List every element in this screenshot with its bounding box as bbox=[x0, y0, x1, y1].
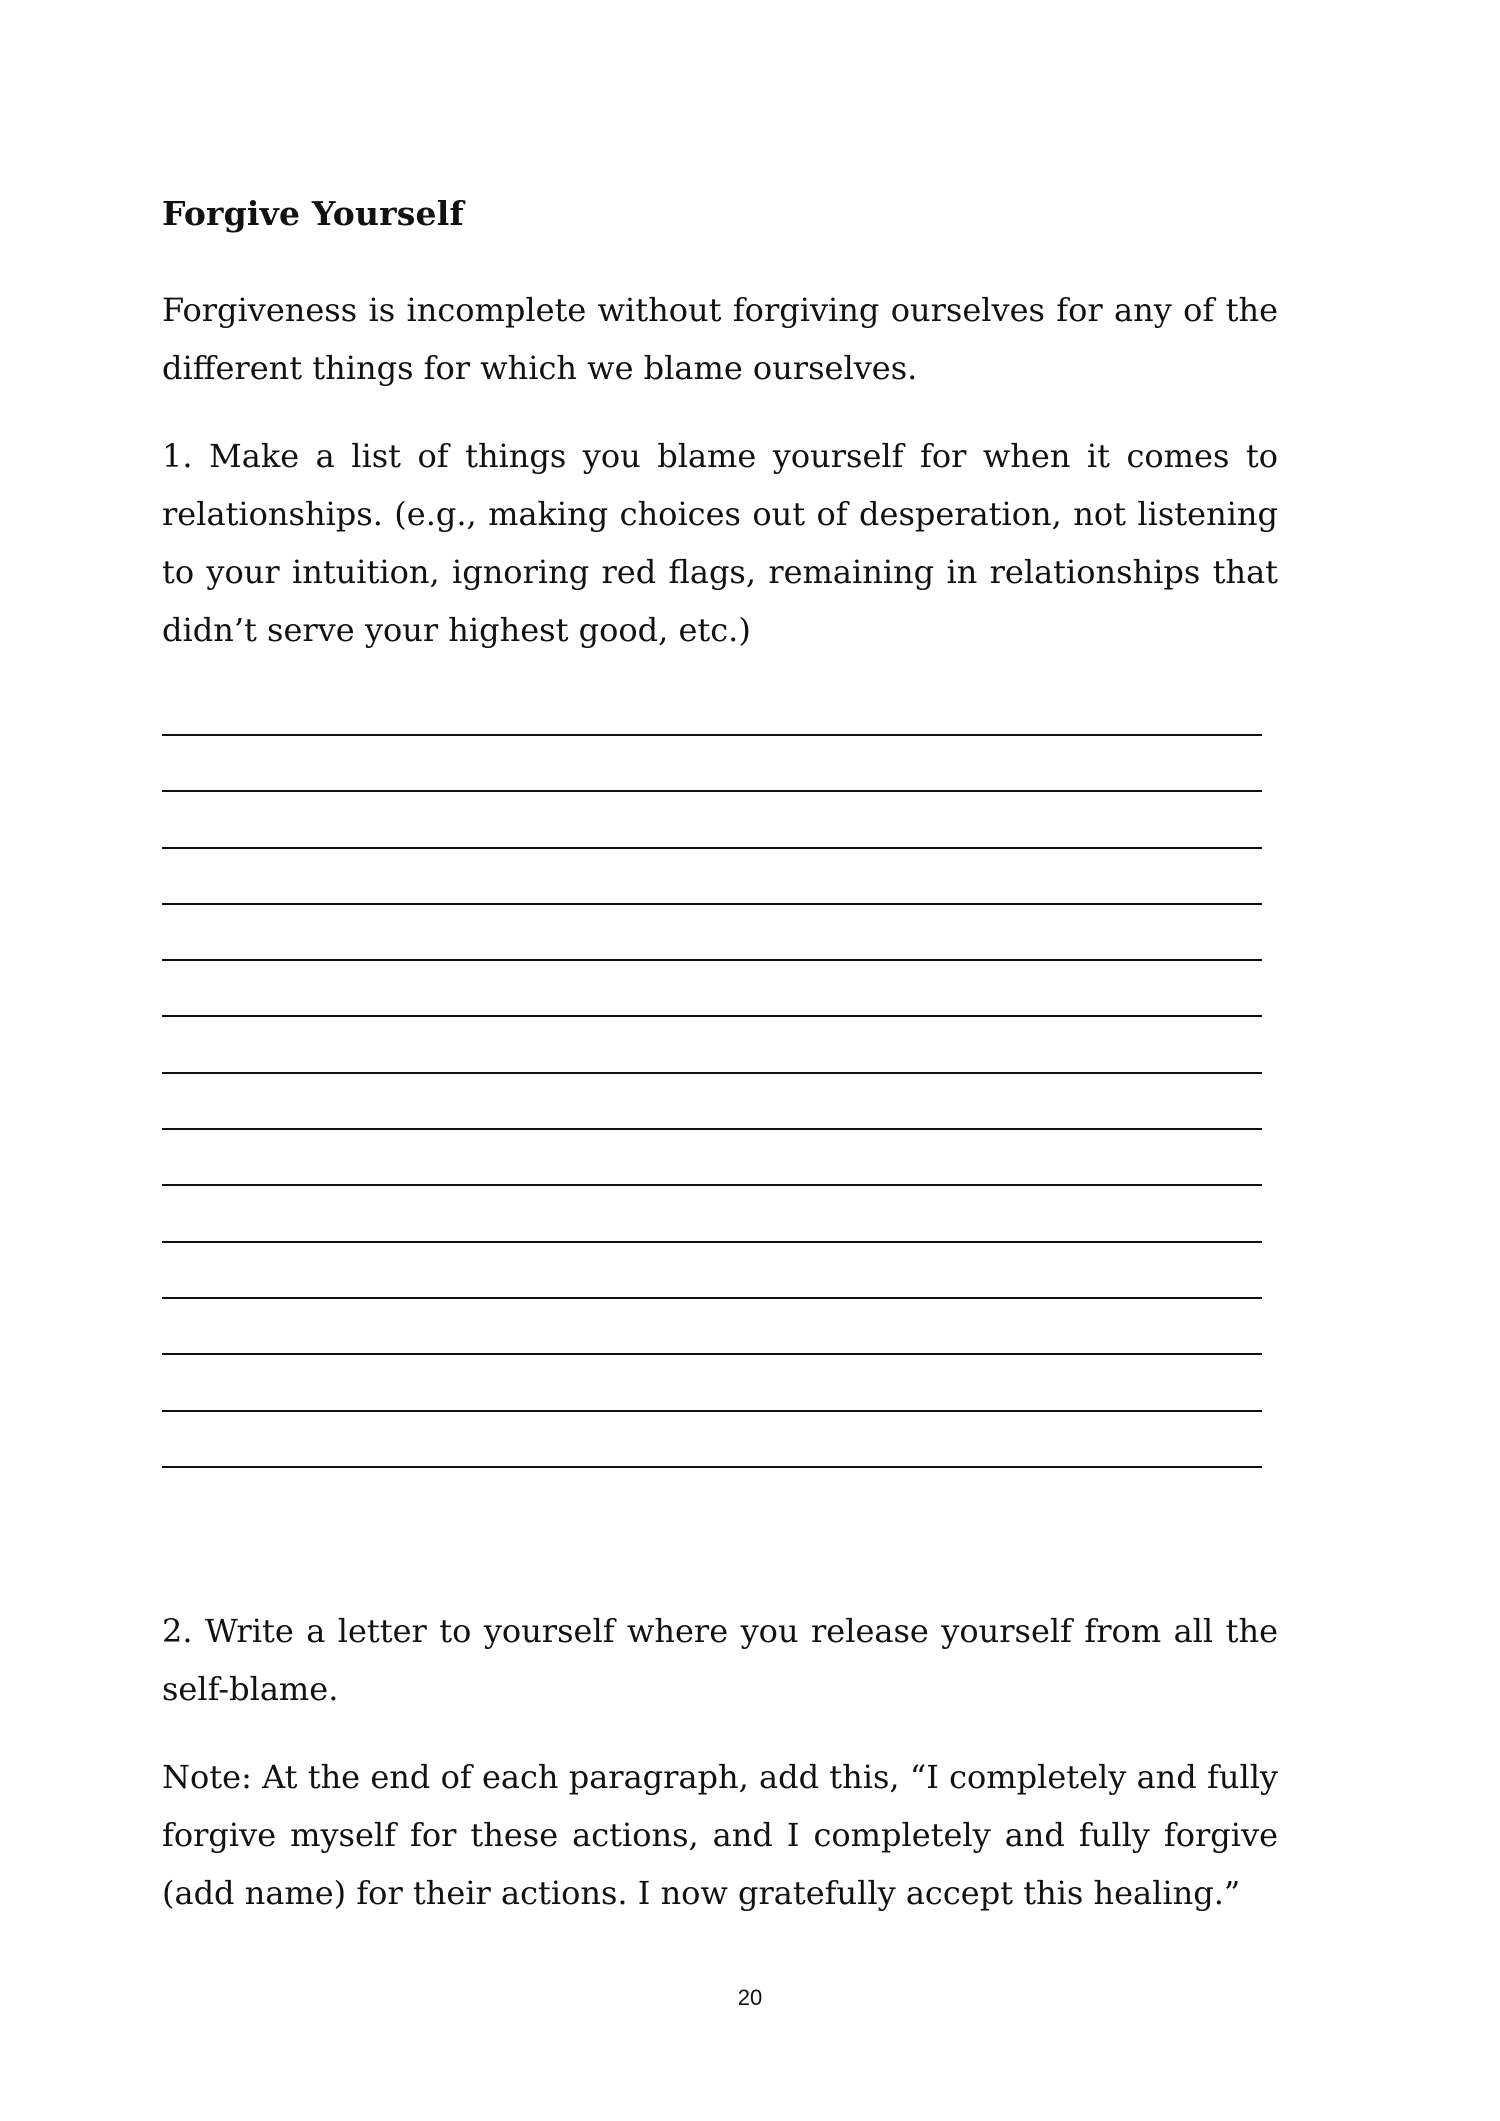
exercise-1-prompt: 1. Make a list of things you blame yourself for when it comes to relationships. (e.g., making choices out of desperation, not listening to your intuition, ignoring red flags, remaining in relationships that didn’t serve your highest good, etc.) bbox=[162, 437, 1278, 649]
writing-line bbox=[162, 792, 1262, 848]
writing-line bbox=[162, 736, 1262, 792]
writing-line bbox=[162, 961, 1262, 1017]
writing-line bbox=[162, 1299, 1262, 1355]
writing-line bbox=[162, 1130, 1262, 1186]
page-number: 20 bbox=[737, 1985, 763, 2010]
writing-line bbox=[162, 1243, 1262, 1299]
writing-line bbox=[162, 1017, 1262, 1073]
writing-line bbox=[162, 1074, 1262, 1130]
writing-line bbox=[162, 849, 1262, 905]
note-paragraph: Note: At the end of each paragraph, add this, “I completely and fully forgive myself for these actions, and I completely and fully forgive (add name) for their actions. I now gratefully accept this healing.” bbox=[162, 1758, 1278, 1912]
section-heading: Forgive Yourself bbox=[162, 194, 464, 233]
writing-line bbox=[162, 1355, 1262, 1411]
writing-line bbox=[162, 905, 1262, 961]
intro-paragraph: Forgiveness is incomplete without forgiving ourselves for any of the different things for which we blame ourselves. bbox=[162, 291, 1278, 387]
writing-line bbox=[162, 1186, 1262, 1242]
writing-line bbox=[162, 1412, 1262, 1468]
exercise-2-prompt: 2. Write a letter to yourself where you release yourself from all the self-blame. bbox=[162, 1612, 1278, 1708]
writing-lines bbox=[162, 734, 1262, 1468]
